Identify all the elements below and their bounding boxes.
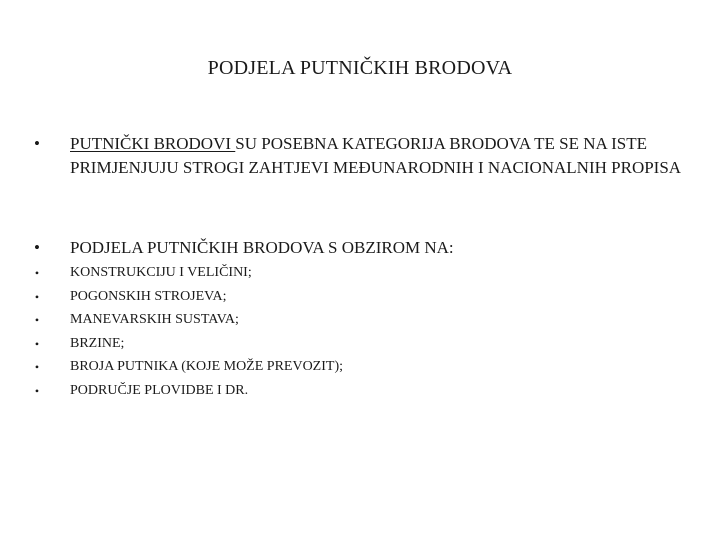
- sub-bullet-item: [30, 288, 690, 312]
- sub-bullet-item: [30, 335, 690, 359]
- bullet-text: PODJELA PUTNIČKIH BRODOVA S OBZIROM NA:: [70, 238, 454, 257]
- bullet-icon: •: [34, 266, 40, 280]
- sub-bullet-item: [30, 382, 690, 406]
- bullet-icon: •: [34, 238, 40, 257]
- sub-bullet-text: PODRUČJE PLOVIDBE I DR.: [70, 382, 249, 398]
- bullet-icon: •: [34, 336, 40, 351]
- bullet-icon: •: [34, 289, 40, 304]
- bullet-body-text: SU POSEBNA KATEGORIJA BRODOVA TE SE NA ISTE PRIMJENJUJU STROGI ZAHTJEVI MEĐUNARODNIH I NACIONALNIH PROPISA: [70, 134, 682, 177]
- bullet-icon: •: [34, 383, 40, 398]
- bullet-text: [70, 132, 700, 180]
- sub-bullet-text: KONSTRUKCIJU I VELIČINI;: [70, 265, 252, 280]
- sub-bullet-text: POGONSKIH STROJEVA;: [70, 288, 227, 304]
- sub-bullet-item: [30, 311, 690, 335]
- bullet-underlined-text: PUTNIČKI BRODOVI: [70, 134, 236, 153]
- bullet-icon: •: [34, 313, 40, 327]
- sub-bullet-text: MANEVARSKIH SUSTAVA;: [70, 312, 239, 327]
- sub-bullet-text: BRZINE;: [70, 335, 125, 351]
- sub-bullet-item: [30, 264, 690, 288]
- sub-bullet-list: [30, 264, 690, 405]
- sub-bullet-item: [30, 358, 690, 382]
- sub-bullet-text: BROJA PUTNIKA (KOJE MOŽE PREVOZIT);: [70, 359, 343, 374]
- bullet-icon: •: [34, 134, 40, 153]
- bullet-icon: •: [34, 360, 40, 374]
- slide-title: PODJELA PUTNIČKIH BRODOVA: [207, 57, 513, 79]
